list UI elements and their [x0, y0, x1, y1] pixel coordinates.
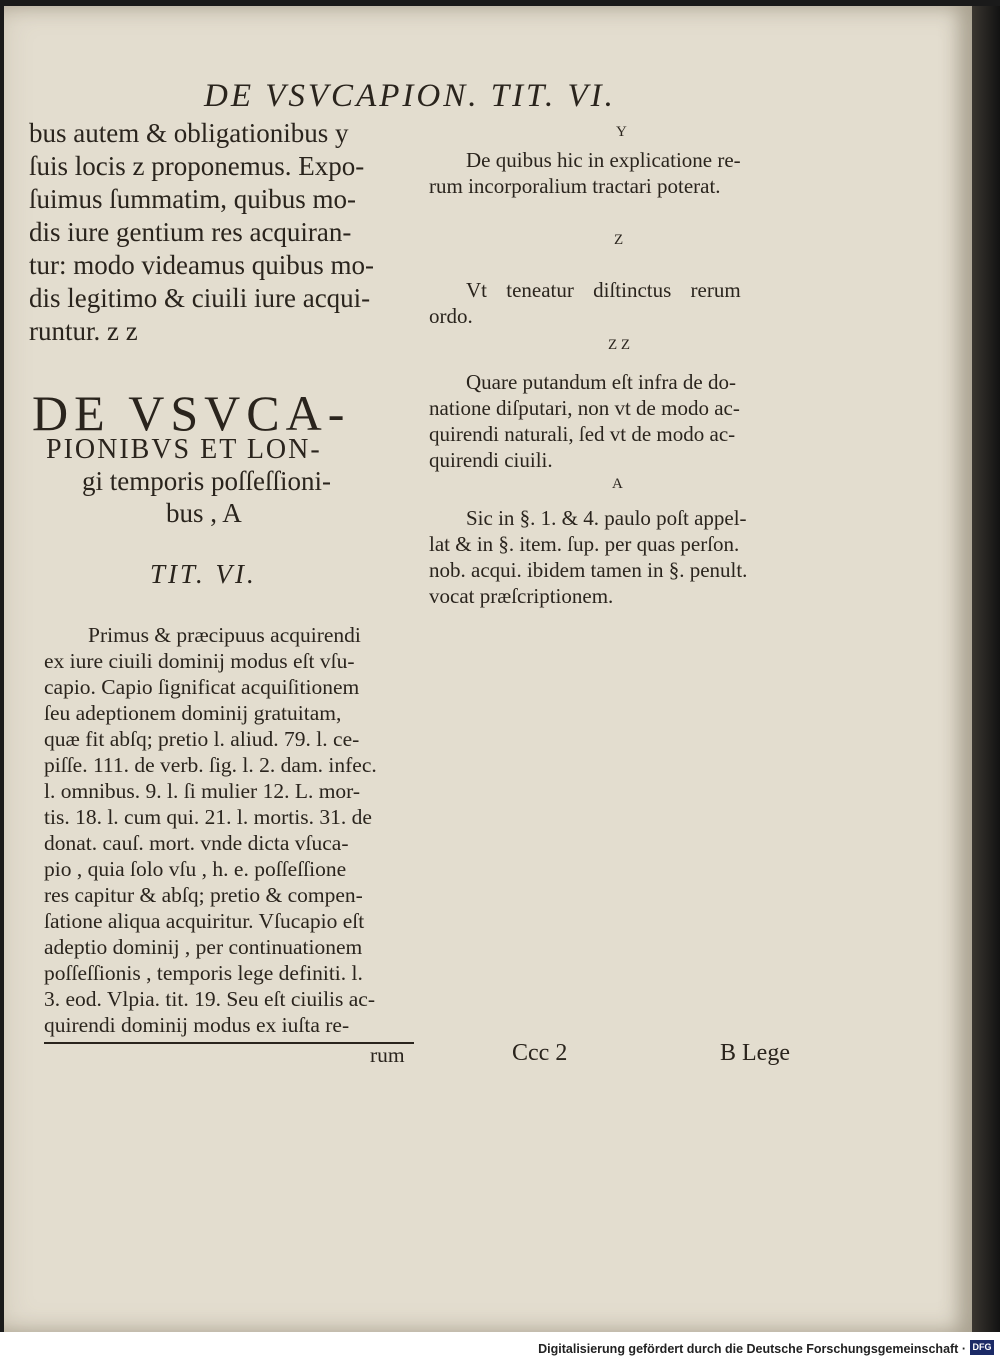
body-line: tis. 18. l. cum qui. 21. l. mortis. 31. de — [44, 805, 372, 829]
body-line: ex iure ciuili dominij modus eſt vſu- — [44, 649, 355, 673]
body-line: ſatione aliqua acquiritur. Vſucapio eſt — [44, 909, 365, 933]
catchword: rum — [370, 1043, 405, 1067]
section-title: PIONIBVS ET LON- — [46, 434, 322, 465]
note-line: nob. acqui. ibidem tamen in §. penult. — [429, 558, 748, 582]
body-line: quæ fit abſq; pretio l. aliud. 79. l. ce- — [44, 727, 360, 751]
note-line: lat & in §. item. ſup. per quas perſon. — [429, 532, 740, 556]
hand-underline — [44, 1042, 414, 1044]
running-head: DE VSVCAPION. TIT. VI. — [204, 78, 616, 114]
note-marker: A — [612, 476, 623, 492]
body-line: donat. cauſ. mort. vnde dicta vſuca- — [44, 831, 349, 855]
signature-mark: Ccc 2 — [512, 1040, 568, 1066]
next-note-catchword: B Lege — [720, 1040, 790, 1066]
note-marker: Z Z — [608, 337, 631, 353]
book-edge — [972, 6, 1000, 1332]
note-line: quirendi naturali, ſed vt de modo ac- — [429, 422, 736, 446]
note-line: Sic in §. 1. & 4. paulo poſt appel- — [466, 506, 747, 530]
body-line: l. omnibus. 9. l. ſi mulier 12. L. mor- — [44, 779, 361, 803]
body-line: 3. eod. Vlpia. tit. 19. Seu eſt ciuilis ac- — [44, 987, 376, 1011]
note-line: quirendi ciuili. — [429, 448, 553, 472]
note-line: natione diſputari, non vt de modo ac- — [429, 396, 740, 420]
section-subtitle: TIT. VI. — [150, 559, 257, 589]
intro-line: dis iure gentium res acquiran- — [29, 217, 352, 247]
body-line: res capitur & abſq; pretio & compen- — [44, 883, 363, 907]
intro-line: ſuimus ſummatim, quibus mo- — [29, 184, 357, 214]
note-marker: Y — [616, 124, 627, 140]
note-line: rum incorporalium tractari poterat. — [429, 174, 721, 198]
note-line: Vt teneatur diſtinctus rerum — [466, 278, 741, 302]
section-title: DE VSVCA- — [32, 385, 351, 441]
note-line: Quare putandum eſt infra de do- — [466, 370, 736, 394]
body-line: Primus & præcipuus acquirendi — [88, 623, 361, 647]
body-line: capio. Capio ſignificat acquiſitionem — [44, 675, 360, 699]
intro-line: dis legitimo & ciuili iure acqui- — [29, 283, 371, 313]
intro-line: runtur. z z — [29, 316, 138, 346]
intro-line: ſuis locis z proponemus. Expo- — [29, 151, 365, 181]
intro-line: tur: modo videamus quibus mo- — [29, 250, 374, 280]
body-line: poſſeſſionis , temporis lege definiti. l. — [44, 961, 363, 985]
body-line: quirendi dominij modus ex iuſta re- — [44, 1013, 350, 1037]
body-line: pio , quia ſolo vſu , h. e. poſſeſſione — [44, 857, 347, 881]
dfg-logo-icon: DFG — [970, 1340, 994, 1355]
note-line: De quibus hic in explicatione re- — [466, 148, 741, 172]
funding-credit: Digitalisierung gefördert durch die Deutsche Forschungsgemeinschaft · — [538, 1342, 966, 1356]
book-page — [4, 6, 972, 1332]
section-title: gi temporis poſſeſſioni- — [82, 466, 331, 496]
section-title: bus , A — [166, 498, 242, 528]
body-line: adeptio dominij , per continuationem — [44, 935, 363, 959]
intro-line: bus autem & obligationibus y — [29, 118, 349, 148]
body-line: piſſe. 111. de verb. ſig. l. 2. dam. infec. — [44, 753, 377, 777]
note-line: ordo. — [429, 304, 473, 328]
body-line: ſeu adeptionem dominij gratuitam, — [44, 701, 342, 725]
note-line: vocat præſcriptionem. — [429, 584, 614, 608]
note-marker: Z — [614, 232, 624, 248]
